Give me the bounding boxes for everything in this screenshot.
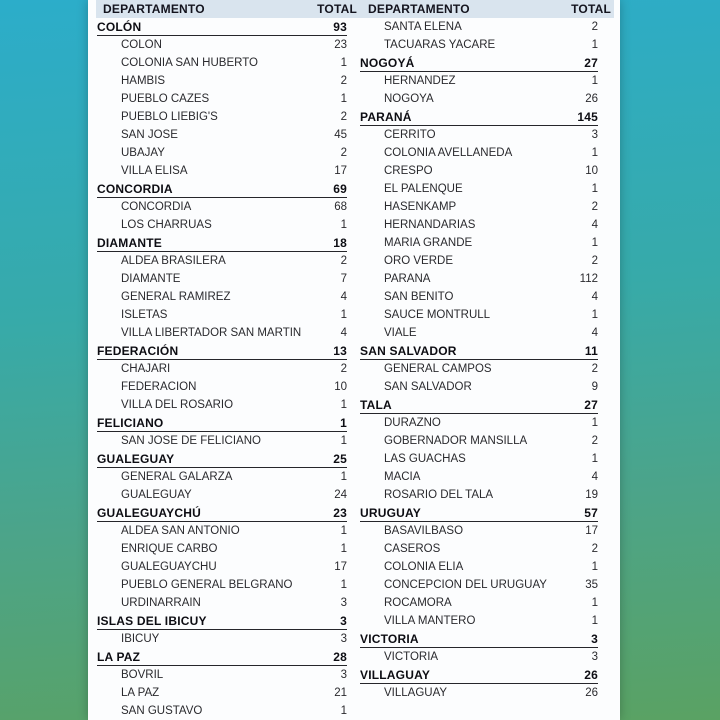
locality-name: CONCORDIA [121, 201, 192, 213]
department-name: GUALEGUAY [97, 451, 175, 466]
department-row [97, 180, 347, 198]
department-name: DIAMANTE [97, 235, 162, 250]
department-name: FELICIANO [97, 415, 164, 430]
total-value: 13 [333, 343, 347, 358]
department-name: SAN SALVADOR [360, 343, 457, 358]
total-value: 2 [340, 255, 347, 267]
total-value: 27 [584, 55, 598, 70]
department-name: PARANÁ [360, 109, 412, 124]
locality-row [360, 450, 598, 468]
locality-row [360, 144, 598, 162]
locality-name: COLONIA ELIA [384, 561, 464, 573]
total-value: 57 [584, 505, 598, 520]
total-value: 1 [591, 183, 598, 195]
department-name: CONCORDIA [97, 181, 173, 196]
total-value: 4 [591, 291, 598, 303]
locality-name: ALDEA SAN ANTONIO [121, 525, 240, 537]
total-value: 26 [585, 687, 598, 699]
locality-row [360, 684, 598, 702]
total-value: 1 [340, 435, 347, 447]
locality-name: BOVRIL [121, 669, 164, 681]
locality-name: URDINARRAIN [121, 597, 201, 609]
total-value: 4 [591, 471, 598, 483]
total-value: 17 [334, 165, 347, 177]
department-row [97, 414, 347, 432]
locality-row [97, 216, 347, 234]
locality-row [360, 558, 598, 576]
locality-row [97, 162, 347, 180]
total-value: 1 [591, 453, 598, 465]
locality-row [97, 90, 347, 108]
total-value: 21 [334, 687, 347, 699]
total-value: 25 [333, 451, 347, 466]
total-value: 3 [340, 597, 347, 609]
total-value: 26 [584, 667, 598, 682]
department-row [360, 108, 598, 126]
right-column-total-header: TOTAL [571, 1, 611, 16]
locality-name: VILLA LIBERTADOR SAN MARTIN [121, 327, 302, 339]
locality-row [360, 468, 598, 486]
locality-row [360, 72, 598, 90]
locality-name: TACUARAS YACARE [384, 39, 496, 51]
left-column-departamento-header: DEPARTAMENTO [103, 1, 205, 16]
locality-name: LOS CHARRUAS [121, 219, 212, 231]
total-value: 1 [591, 597, 598, 609]
locality-name: VILLA ELISA [121, 165, 188, 177]
locality-row [360, 522, 598, 540]
locality-name: ORO VERDE [384, 255, 454, 267]
total-value: 3 [340, 633, 347, 645]
locality-name: ROSARIO DEL TALA [384, 489, 494, 501]
locality-row [360, 180, 598, 198]
department-name: FEDERACIÓN [97, 343, 179, 358]
locality-name: SAN JOSE [121, 129, 178, 141]
locality-row [97, 378, 347, 396]
locality-name: DIAMANTE [121, 273, 181, 285]
locality-row [97, 702, 347, 720]
locality-row [97, 108, 347, 126]
total-value: 2 [591, 255, 598, 267]
total-value: 4 [591, 327, 598, 339]
total-value: 2 [340, 147, 347, 159]
total-value: 10 [334, 381, 347, 393]
locality-name: EL PALENQUE [384, 183, 463, 195]
total-value: 1 [591, 75, 598, 87]
locality-row [97, 486, 347, 504]
total-value: 2 [340, 75, 347, 87]
locality-row [97, 360, 347, 378]
department-name: VILLAGUAY [360, 667, 431, 682]
department-name: URUGUAY [360, 505, 421, 520]
total-value: 2 [340, 363, 347, 375]
locality-name: MACIA [384, 471, 421, 483]
locality-name: GENERAL GALARZA [121, 471, 233, 483]
locality-row [360, 36, 598, 54]
department-row [97, 234, 347, 252]
total-value: 1 [340, 525, 347, 537]
total-value: 112 [579, 273, 598, 285]
total-value: 2 [340, 111, 347, 123]
locality-row [97, 558, 347, 576]
locality-name: UBAJAY [121, 147, 165, 159]
total-value: 23 [333, 505, 347, 520]
total-value: 17 [334, 561, 347, 573]
locality-row [97, 540, 347, 558]
locality-row [360, 360, 598, 378]
locality-name: COLON [121, 39, 162, 51]
locality-row [360, 378, 598, 396]
locality-name: VILLA MANTERO [384, 615, 476, 627]
locality-name: GENERAL CAMPOS [384, 363, 492, 375]
locality-row [360, 594, 598, 612]
locality-name: LA PAZ [121, 687, 160, 699]
locality-row [360, 234, 598, 252]
locality-name: GUALEGUAY [121, 489, 192, 501]
right-column-departamento-header: DEPARTAMENTO [368, 1, 470, 16]
total-value: 1 [340, 705, 347, 717]
department-row [97, 342, 347, 360]
department-name: ISLAS DEL IBICUY [97, 613, 207, 628]
locality-name: ISLETAS [121, 309, 168, 321]
locality-row [97, 432, 347, 450]
locality-name: HERNANDARIAS [384, 219, 476, 231]
locality-name: VIALE [384, 327, 417, 339]
total-value: 1 [591, 237, 598, 249]
total-value: 1 [340, 219, 347, 231]
locality-name: SAN SALVADOR [384, 381, 472, 393]
total-value: 1 [591, 561, 598, 573]
department-name: GUALEGUAYCHÚ [97, 505, 201, 520]
locality-row [360, 252, 598, 270]
locality-name: SAN BENITO [384, 291, 454, 303]
locality-row [97, 396, 347, 414]
locality-row [97, 468, 347, 486]
total-value: 9 [591, 381, 598, 393]
locality-row [360, 270, 598, 288]
table-header-band [96, 0, 614, 18]
total-value: 27 [584, 397, 598, 412]
total-value: 45 [334, 129, 347, 141]
locality-row [97, 594, 347, 612]
total-value: 11 [584, 343, 598, 358]
locality-row [97, 72, 347, 90]
locality-row [360, 306, 598, 324]
department-row [360, 54, 598, 72]
total-value: 1 [591, 147, 598, 159]
locality-row [97, 522, 347, 540]
total-value: 4 [340, 327, 347, 339]
department-row [97, 648, 347, 666]
locality-name: BASAVILBASO [384, 525, 464, 537]
department-row [360, 342, 598, 360]
locality-row [97, 126, 347, 144]
total-value: 93 [333, 19, 347, 34]
total-value: 3 [591, 129, 598, 141]
department-name: COLÓN [97, 19, 142, 34]
total-value: 1 [340, 93, 347, 105]
total-value: 1 [340, 57, 347, 69]
locality-row [97, 252, 347, 270]
total-value: 1 [340, 579, 347, 591]
locality-name: PUEBLO CAZES [121, 93, 210, 105]
locality-name: SAN GUSTAVO [121, 705, 203, 717]
total-value: 26 [585, 93, 598, 105]
total-value: 1 [591, 309, 598, 321]
locality-name: HASENKAMP [384, 201, 457, 213]
locality-name: GENERAL RAMIREZ [121, 291, 231, 303]
locality-name: HAMBIS [121, 75, 166, 87]
right-table-column [360, 18, 598, 720]
total-value: 1 [340, 309, 347, 321]
total-value: 2 [591, 363, 598, 375]
total-value: 18 [333, 235, 347, 250]
locality-row [97, 324, 347, 342]
locality-row [97, 144, 347, 162]
department-row [97, 504, 347, 522]
total-value: 1 [591, 615, 598, 627]
total-value: 7 [340, 273, 347, 285]
locality-name: CRESPO [384, 165, 433, 177]
locality-row [97, 198, 347, 216]
locality-name: ROCAMORA [384, 597, 452, 609]
locality-name: MARIA GRANDE [384, 237, 473, 249]
locality-row [360, 540, 598, 558]
locality-name: PUEBLO LIEBIG'S [121, 111, 218, 123]
total-value: 68 [334, 201, 347, 213]
total-value: 3 [591, 651, 598, 663]
department-row [97, 18, 347, 36]
total-value: 2 [591, 21, 598, 33]
total-value: 1 [340, 415, 347, 430]
total-value: 2 [591, 435, 598, 447]
locality-row [97, 684, 347, 702]
locality-row [97, 666, 347, 684]
total-value: 1 [340, 471, 347, 483]
locality-name: CONCEPCION DEL URUGUAY [384, 579, 547, 591]
left-column-total-header: TOTAL [317, 1, 357, 16]
total-value: 35 [585, 579, 598, 591]
locality-name: GOBERNADOR MANSILLA [384, 435, 528, 447]
total-value: 3 [340, 613, 347, 628]
locality-row [360, 486, 598, 504]
total-value: 1 [340, 543, 347, 555]
total-value: 69 [333, 181, 347, 196]
locality-name: VILLA DEL ROSARIO [121, 399, 234, 411]
locality-name: LAS GUACHAS [384, 453, 466, 465]
locality-name: HERNANDEZ [384, 75, 456, 87]
total-value: 17 [585, 525, 598, 537]
locality-row [97, 270, 347, 288]
locality-name: DURAZNO [384, 417, 441, 429]
locality-name: SAUCE MONTRULL [384, 309, 491, 321]
locality-name: COLONIA SAN HUBERTO [121, 57, 258, 69]
locality-name: GUALEGUAYCHU [121, 561, 217, 573]
locality-row [360, 162, 598, 180]
total-value: 3 [591, 631, 598, 646]
locality-row [360, 414, 598, 432]
locality-row [360, 288, 598, 306]
locality-row [97, 306, 347, 324]
total-value: 3 [340, 669, 347, 681]
department-row [97, 612, 347, 630]
locality-name: COLONIA AVELLANEDA [384, 147, 513, 159]
total-value: 4 [591, 219, 598, 231]
total-value: 1 [591, 417, 598, 429]
locality-row [360, 432, 598, 450]
locality-name: NOGOYA [384, 93, 434, 105]
locality-row [97, 36, 347, 54]
department-row [360, 504, 598, 522]
total-value: 10 [585, 165, 598, 177]
locality-name: SANTA ELENA [384, 21, 462, 33]
locality-row [97, 288, 347, 306]
locality-name: ENRIQUE CARBO [121, 543, 218, 555]
department-name: VICTORIA [360, 631, 419, 646]
locality-row [360, 324, 598, 342]
department-name: LA PAZ [97, 649, 141, 664]
locality-name: VILLAGUAY [384, 687, 448, 699]
total-value: 2 [591, 543, 598, 555]
locality-name: ALDEA BRASILERA [121, 255, 226, 267]
locality-row [360, 648, 598, 666]
locality-name: CHAJARI [121, 363, 171, 375]
total-value: 28 [333, 649, 347, 664]
locality-row [97, 54, 347, 72]
locality-name: IBICUY [121, 633, 160, 645]
locality-name: VICTORIA [384, 651, 439, 663]
locality-row [360, 18, 598, 36]
department-row [360, 396, 598, 414]
left-table-column [97, 18, 347, 720]
locality-row [360, 126, 598, 144]
total-value: 19 [585, 489, 598, 501]
total-value: 145 [577, 109, 598, 124]
locality-name: PUEBLO GENERAL BELGRANO [121, 579, 293, 591]
department-name: NOGOYÁ [360, 55, 415, 70]
locality-row [360, 612, 598, 630]
locality-name: CERRITO [384, 129, 436, 141]
locality-row [97, 576, 347, 594]
total-value: 24 [334, 489, 347, 501]
total-value: 23 [334, 39, 347, 51]
locality-row [360, 90, 598, 108]
locality-name: FEDERACION [121, 381, 197, 393]
locality-name: PARANA [384, 273, 431, 285]
locality-row [360, 198, 598, 216]
total-value: 4 [340, 291, 347, 303]
locality-row [360, 216, 598, 234]
locality-row [97, 630, 347, 648]
department-row [360, 666, 598, 684]
total-value: 1 [340, 399, 347, 411]
locality-name: CASEROS [384, 543, 441, 555]
department-name: TALA [360, 397, 392, 412]
total-value: 2 [591, 201, 598, 213]
total-value: 1 [591, 39, 598, 51]
department-row [360, 630, 598, 648]
table-panel [88, 0, 620, 720]
department-row [97, 450, 347, 468]
locality-name: SAN JOSE DE FELICIANO [121, 435, 261, 447]
locality-row [360, 576, 598, 594]
